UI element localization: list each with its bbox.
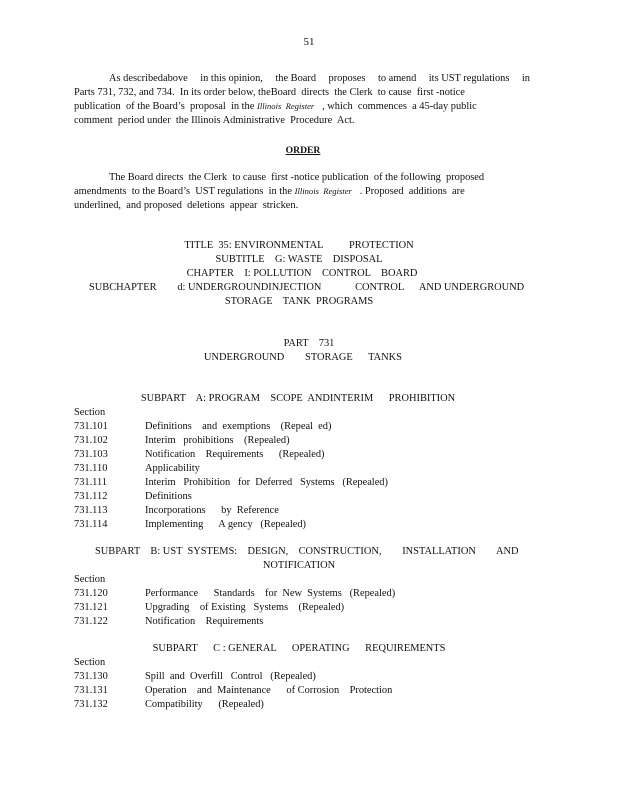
section-number: 731.130 [74, 671, 108, 682]
paragraph-2-line-2 [74, 185, 465, 198]
section-title: Spill and Overfill Control (Repealed) [145, 671, 316, 682]
section-number: 731.120 [74, 588, 108, 599]
paragraph-1-line-1 [109, 72, 530, 85]
subchapter-line: SUBCHAPTER d: UNDERGROUNDINJECTION CONTROL AND UNDERGROUND [89, 282, 525, 293]
text: publication of the Board’s proposal in the [74, 101, 255, 112]
subpart-b-heading-2: NOTIFICATION [262, 560, 336, 571]
section-number: 731.132 [74, 699, 108, 710]
paragraph-2-line-3: underlined, and proposed deletions appear stricken. [74, 200, 299, 211]
section-label: Section [74, 574, 106, 585]
section-number: 731.113 [74, 505, 108, 516]
section-title: Incorporations by Reference [145, 505, 279, 516]
section-title: Upgrading of Existing Systems (Repealed) [145, 602, 345, 613]
section-title: Notification Requirements [145, 616, 264, 627]
title-line: TITLE 35: ENVIRONMENTAL PROTECTION [184, 240, 414, 251]
paragraph-2-line-1: The Board directs the Clerk to cause first -notice publication of the following proposed [109, 172, 485, 183]
text: , which commences a 45-day public [322, 101, 477, 112]
subpart-a-heading: SUBPART A: PROGRAM SCOPE ANDINTERIM PROHIBITION [140, 393, 456, 404]
subpart-b-heading: SUBPART B: UST SYSTEMS: DESIGN, CONSTRUCTION, INSTALLATION AND [95, 546, 519, 557]
section-title: Compatibility (Repealed) [145, 699, 264, 710]
section-title: Interim Prohibition for Deferred Systems (Repealed) [145, 477, 388, 488]
word: in [521, 73, 530, 84]
italic-register: Illinois Register [294, 186, 352, 196]
section-number: 731.122 [74, 616, 108, 627]
word: As describedabove [109, 73, 188, 84]
section-label: Section [74, 657, 106, 668]
order-heading-text: ORDER [285, 145, 321, 156]
section-number: 731.112 [74, 491, 108, 502]
chapter-line: CHAPTER I: POLLUTION CONTROL BOARD [186, 268, 418, 279]
section-number: 731.103 [74, 449, 108, 460]
section-label: Section [74, 407, 106, 418]
section-number: 731.101 [74, 421, 108, 432]
order-heading [0, 144, 618, 157]
section-title: Operation and Maintenance of Corrosion Protection [145, 685, 393, 696]
word: to amend [377, 73, 417, 84]
section-number: 731.131 [74, 685, 108, 696]
text: . Proposed additions are [359, 186, 465, 197]
text: amendments to the Board’s UST regulations in the [74, 186, 292, 197]
part-number: PART 731 [283, 338, 335, 349]
section-title: Performance Standards for New Systems (Repealed) [145, 588, 396, 599]
section-number: 731.110 [74, 463, 108, 474]
paragraph-1-line-2: Parts 731, 732, and 734. In its order below, theBoard directs the Clerk to cause first -notice [74, 87, 465, 98]
italic-register: Illinois Register [256, 101, 315, 111]
section-title: Notification Requirements (Repealed) [145, 449, 325, 460]
section-title: Definitions and exemptions (Repeal ed) [145, 421, 332, 432]
subtitle-line: SUBTITLE G: WASTE DISPOSAL [215, 254, 383, 265]
section-title: Interim prohibitions (Repealed) [145, 435, 290, 446]
subchapter-line-2: STORAGE TANK PROGRAMS [224, 296, 374, 307]
page-number: 51 [303, 36, 315, 48]
paragraph-1-line-3 [74, 100, 477, 113]
section-number: 731.111 [74, 477, 107, 488]
part-name: UNDERGROUND STORAGE TANKS [204, 352, 402, 363]
word: the Board [275, 73, 317, 84]
section-title: Applicability [145, 463, 200, 474]
section-number: 731.102 [74, 435, 108, 446]
section-title: Implementing A gency (Repealed) [145, 519, 307, 530]
section-title: Definitions [145, 491, 192, 502]
word: proposes [328, 73, 366, 84]
word: its UST regulations [428, 73, 510, 84]
word: in this opinion, [200, 73, 263, 84]
paragraph-1-line-4: comment period under the Illinois Administrative Procedure Act. [74, 115, 355, 126]
section-number: 731.114 [74, 519, 108, 530]
subpart-c-heading: SUBPART C : GENERAL OPERATING REQUIREMENTS [152, 643, 446, 654]
section-number: 731.121 [74, 602, 108, 613]
